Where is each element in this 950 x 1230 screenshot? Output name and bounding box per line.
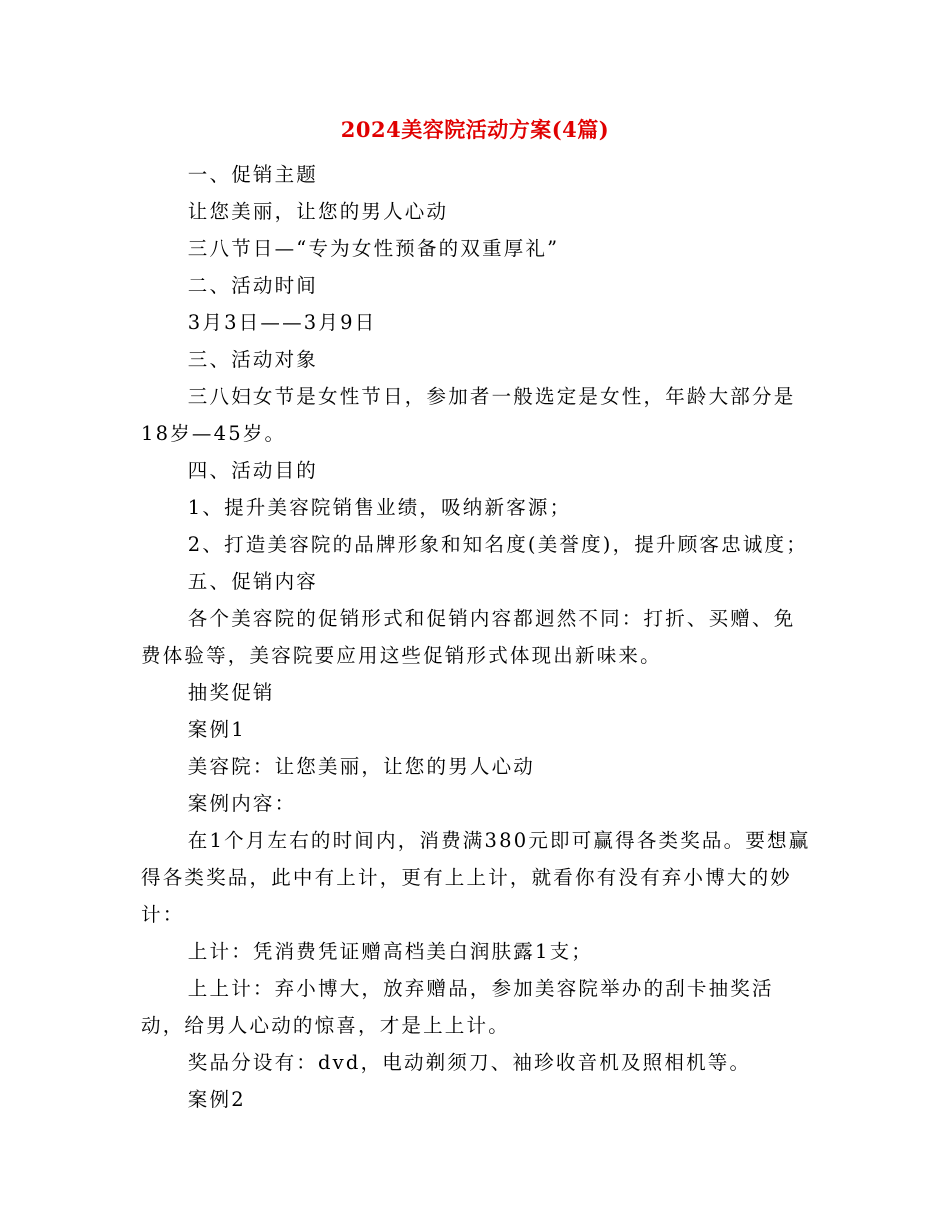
paragraph: 案例1	[187, 718, 246, 741]
paragraph: 二、活动时间	[187, 274, 318, 297]
paragraph: 让您美丽，让您的男人心动	[187, 200, 449, 223]
paragraph: 四、活动目的	[187, 459, 318, 482]
paragraph: 1、提升美容院销售业绩，吸纳新客源；	[187, 496, 572, 519]
paragraph: 3月3日——3月9日	[187, 311, 377, 334]
paragraph: 2、打造美容院的品牌形象和知名度(美誉度)，提升顾客忠诚度；	[187, 533, 808, 556]
paragraph: 三、活动对象	[187, 348, 318, 371]
paragraph: 案例内容：	[187, 792, 297, 815]
paragraph: 一、促销主题	[187, 163, 318, 186]
paragraph: 奖品分设有：dvd，电动剃须刀、袖珍收音机及照相机等。	[187, 1051, 752, 1074]
paragraph: 抽奖促销	[187, 681, 275, 704]
document-title: 2024美容院活动方案(4篇)	[340, 117, 610, 142]
paragraph: 在1个月左右的时间内，消费满380元即可赢得各类奖品。要想赢得各类奖品，此中有上计，更有上上计，就看你有没有弃小博大的妙计：	[141, 829, 811, 926]
paragraph: 五、促销内容	[187, 570, 318, 593]
paragraph: 三八妇女节是女性节日，参加者一般选定是女性，年龄大部分是18岁—45岁。	[141, 385, 796, 445]
paragraph: 上计：凭消费凭证赠高档美白润肤露1支；	[187, 940, 594, 963]
paragraph: 三八节日—“专为女性预备的双重厚礼”	[187, 237, 560, 260]
paragraph: 案例2	[187, 1088, 246, 1111]
paragraph: 美容院：让您美丽，让您的男人心动	[187, 755, 535, 778]
paragraph: 上上计：弃小博大，放弃赠品，参加美容院举办的刮卡抽奖活动，给男人心动的惊喜，才是上上计。	[141, 977, 774, 1037]
document-body	[141, 156, 811, 1118]
paragraph: 各个美容院的促销形式和促销内容都迥然不同：打折、买赠、免费体验等，美容院要应用这些促销形式体现出新味来。	[141, 607, 796, 667]
